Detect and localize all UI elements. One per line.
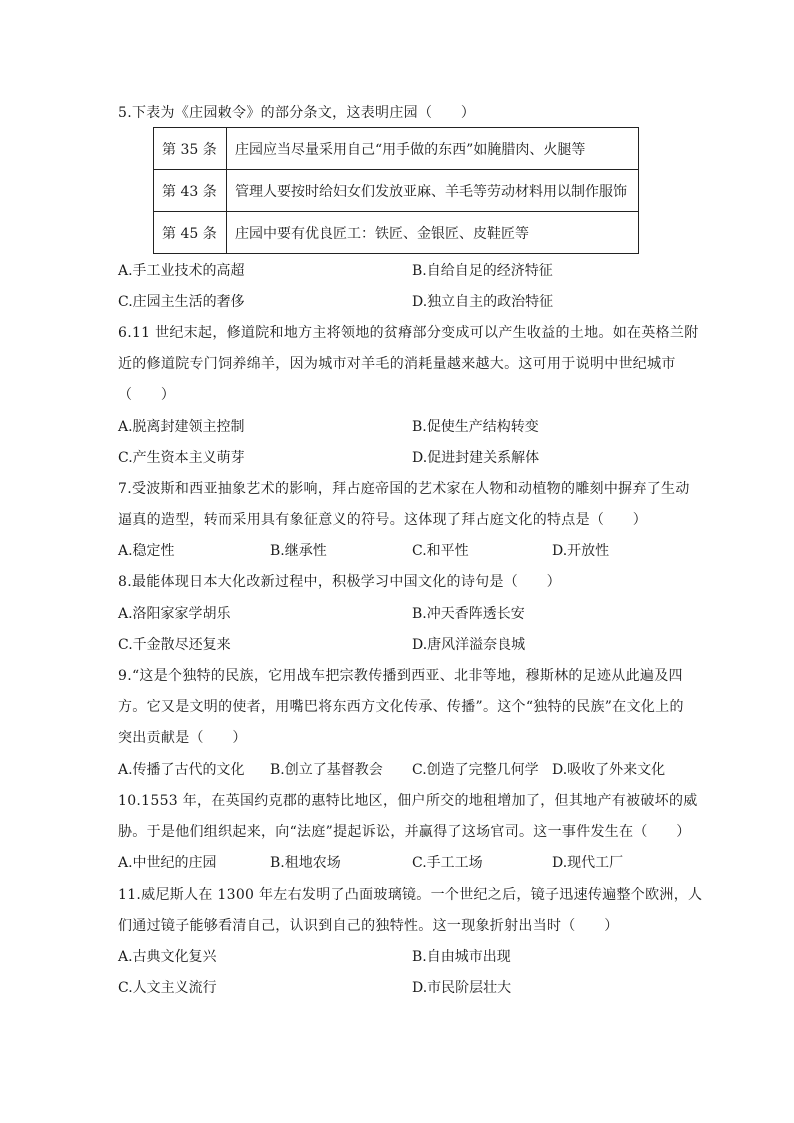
clause-text: 庄园中要有优良匠工：铁匠、金银匠、皮鞋匠等: [227, 212, 639, 254]
q7-option-b: B.继承性: [270, 543, 327, 559]
q6-option-a: A.脱离封建领主控制: [118, 419, 245, 435]
table-row: [154, 128, 639, 170]
q6-option-c: C.产生资本主义萌芽: [118, 450, 245, 466]
q8-option-c: C.千金散尽还复来: [118, 637, 231, 653]
question-10-stem-line-2: 胁。于是他们组织起来，向“法庭”提起诉讼，并赢得了这场官司。这一事件发生在（ ）: [118, 824, 691, 840]
table-row: [154, 212, 639, 254]
q8-option-d: D.唐风洋溢奈良城: [412, 637, 526, 653]
clause-number: 第 45 条: [154, 212, 227, 254]
q11-option-d: D.市民阶层壮大: [412, 980, 512, 996]
q11-option-b: B.自由城市出现: [412, 949, 511, 965]
q11-option-c: C.人文主义流行: [118, 980, 217, 996]
q8-option-a: A.洛阳家家学胡乐: [118, 606, 231, 622]
clause-number: 第 43 条: [154, 170, 227, 212]
q7-option-c: C.和平性: [412, 543, 469, 559]
question-6-stem-line-1: 6.11 世纪末起，修道院和地方主将领地的贫瘠部分变成可以产生收益的土地。如在英格兰附: [118, 325, 699, 341]
q11-option-a: A.古典文化复兴: [118, 949, 217, 965]
question-9-stem-line-2: 方。它又是文明的使者，用嘴巴将东西方文化传承、传播”。这个“独特的民族”在文化上的: [118, 699, 684, 715]
question-7-stem-line-2: 逼真的造型，转而采用具有象征意义的符号。这体现了拜占庭文化的特点是（ ）: [118, 512, 648, 528]
question-9-stem-line-3: 突出贡献是（ ）: [118, 730, 247, 746]
table-row: [154, 170, 639, 212]
q7-option-a: A.稳定性: [118, 543, 175, 559]
q5-option-a: A.手工业技术的高超: [118, 263, 245, 279]
question-6-stem-line-2: 近的修道院专门饲养绵羊，因为城市对羊毛的消耗量越来越大。这可用于说明中世纪城市: [118, 356, 676, 372]
question-7-stem-line-1: 7.受波斯和西亚抽象艺术的影响，拜占庭帝国的艺术家在人物和动植物的雕刻中摒弃了生动: [118, 481, 690, 497]
q10-option-b: B.租地农场: [270, 855, 341, 871]
question-9-stem-line-1: 9.“这是个独特的民族，它用战车把宗教传播到西亚、北非等地，穆斯林的足迹从此遍及四: [118, 668, 683, 684]
question-11-stem-line-1: 11.威尼斯人在 1300 年左右发明了凸面玻璃镜。一个世纪之后，镜子迅速传遍整个欧洲，人: [118, 887, 703, 903]
clause-text: 管理人要按时给妇女们发放亚麻、羊毛等劳动材料用以制作服饰: [227, 170, 639, 212]
q10-option-d: D.现代工厂: [552, 855, 624, 871]
q6-option-d: D.促进封建关系解体: [412, 450, 540, 466]
question-10-stem-line-1: 10.1553 年，在英国约克郡的惠特比地区，佃户所交的地租增加了，但其地产有被破坏的威: [118, 793, 698, 809]
q9-option-d: D.吸收了外来文化: [552, 762, 666, 778]
q9-option-a: A.传播了古代的文化: [118, 762, 245, 778]
q6-option-b: B.促使生产结构转变: [412, 419, 539, 435]
q5-option-d: D.独立自主的政治特征: [412, 294, 554, 310]
q5-option-c: C.庄园主生活的奢侈: [118, 294, 245, 310]
q10-option-c: C.手工工场: [412, 855, 483, 871]
question-11-stem-line-2: 们通过镜子能够看清自己，认识到自己的独特性。这一现象折射出当时（ ）: [118, 918, 619, 934]
clause-text: 庄园应当尽量采用自己“用手做的东西”如腌腊肉、火腿等: [227, 128, 639, 170]
question-6-stem-line-3: （ ）: [118, 387, 176, 403]
clause-number: 第 35 条: [154, 128, 227, 170]
q7-option-d: D.开放性: [552, 543, 610, 559]
q10-option-a: A.中世纪的庄园: [118, 855, 217, 871]
q5-option-b: B.自给自足的经济特征: [412, 263, 553, 279]
question-8-stem: 8.最能体现日本大化改新过程中，积极学习中国文化的诗句是（ ）: [118, 574, 561, 590]
question-5-stem: 5.下表为《庄园敕令》的部分条文，这表明庄园（ ）: [118, 105, 476, 121]
q9-option-c: C.创造了完整几何学: [412, 762, 539, 778]
q8-option-b: B.冲天香阵透长安: [412, 606, 525, 622]
q9-option-b: B.创立了基督教会: [270, 762, 383, 778]
edict-clauses-table: [153, 127, 639, 254]
